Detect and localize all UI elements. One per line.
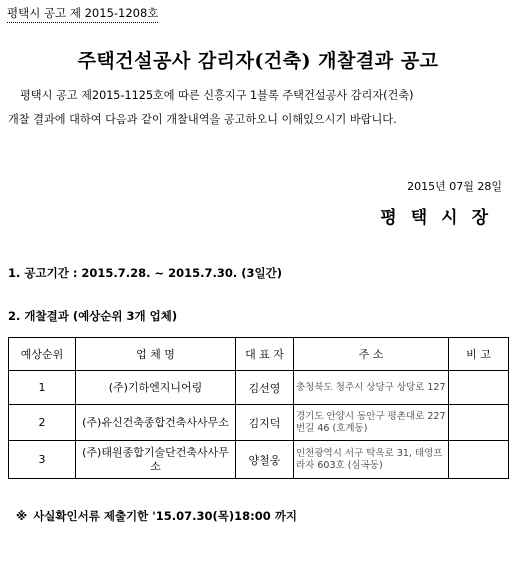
page-title: 주택건설공사 감리자(건축) 개찰결과 공고 (77, 50, 439, 72)
cell-note (449, 441, 509, 479)
cell-rank: 1 (9, 371, 76, 405)
notice-number: 평택시 공고 제 2015-1208호 (7, 5, 158, 23)
table-row (9, 441, 509, 479)
cell-ceo: 김지덕 (236, 405, 294, 441)
header-rank: 예상순위 (9, 338, 76, 371)
cell-address: 충청북도 청주시 상당구 상당로 127 (294, 371, 449, 405)
header-address: 주 소 (294, 338, 449, 371)
cell-address: 인천광역시 서구 탁옥로 31, 태영프라자 603호 (심곡동) (294, 441, 449, 479)
table-row (9, 371, 509, 405)
cell-company: (주)유신건축종합건축사사무소 (76, 405, 236, 441)
header-company: 업 체 명 (76, 338, 236, 371)
intro-paragraph (8, 84, 508, 132)
table-header-row (9, 338, 509, 371)
results-table (8, 337, 509, 479)
cell-company: (주)태원종합기술단건축사사무소 (76, 441, 236, 479)
cell-note (449, 371, 509, 405)
cell-ceo: 김선영 (236, 371, 294, 405)
submission-deadline (16, 508, 297, 524)
cell-note (449, 405, 509, 441)
section-notice-period: 1. 공고기간 : 2015.7.28. ~ 2015.7.30. (3일간) (8, 266, 283, 280)
notice-date: 2015년 07월 28일 (407, 180, 502, 193)
intro-line-2: 개찰 결과에 대하여 다음과 같이 개찰내역을 공고하오니 이해있으시기 바랍니다. (8, 113, 397, 126)
cell-company: (주)기하엔지니어링 (76, 371, 236, 405)
deadline-text: 사실확인서류 제출기한 '15.07.30(목)18:00 까지 (33, 509, 297, 523)
cell-address: 경기도 안양시 동안구 평촌대로 227번길 46 (호계동) (294, 405, 449, 441)
cell-rank: 2 (9, 405, 76, 441)
table-row (9, 405, 509, 441)
section-bid-results: 2. 개찰결과 (예상순위 3개 업체) (8, 309, 178, 323)
intro-line-1: 평택시 공고 제2015-1125호에 따른 신흥지구 1블록 주택건설공사 감리자(건축) (20, 89, 414, 102)
header-ceo: 대 표 자 (236, 338, 294, 371)
header-note: 비 고 (449, 338, 509, 371)
cell-ceo: 양철웅 (236, 441, 294, 479)
cell-rank: 3 (9, 441, 76, 479)
reference-mark-icon: ※ (16, 509, 28, 523)
issuer-name: 평택시장 (380, 208, 502, 228)
